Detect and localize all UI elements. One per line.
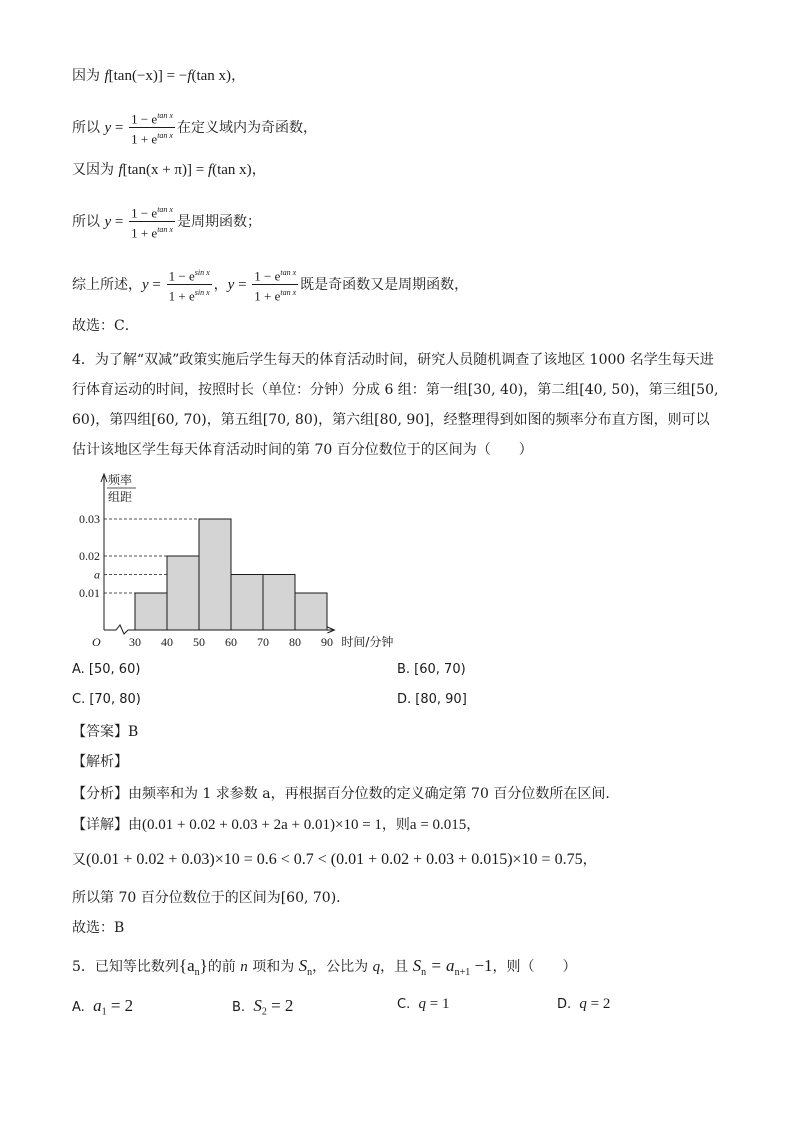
q4-option-a[interactable]: A. [50, 60) — [72, 662, 141, 677]
conclusion: 所以第 70 百分位数位于的区间为[60, 70)． — [72, 890, 351, 906]
histogram-bar — [167, 556, 199, 630]
fraction: $\frac{1 - e^{tan x}}{1 + e^{tan x}}$ — [129, 202, 175, 242]
y-label-bottom: 组距 — [108, 490, 133, 504]
line-2: 所以 y = $\frac{1 - e^{tan x}}{1 + e^{tan x}}$ 在定义域内为奇函数， — [72, 108, 317, 148]
analysis: 【分析】由频率和为 1 求参数 a，再根据百分位数的定义确定第 70 百分位数所在区间. — [72, 786, 610, 802]
histogram-bar — [231, 575, 263, 631]
line-4: 所以 y = $\frac{1 - e^{tan x}}{1 + e^{tan x}}$ 是周期函数； — [72, 202, 261, 242]
histogram-bar — [199, 519, 231, 630]
q5-option-a[interactable]: A. $a_1 = 2$ — [72, 996, 134, 1018]
frequency-histogram — [72, 470, 432, 650]
detail-line: 【详解】由(0.01 + 0.02 + 0.03 + 2a + 0.01)×10 = 1，则a = 0.015， — [72, 817, 481, 833]
x-tick-label: 40 — [161, 635, 173, 649]
x-tick-label: 30 — [129, 635, 141, 649]
line-6-choose: 故选：C． — [72, 318, 139, 334]
q5-option-c[interactable]: C. q = 1 — [397, 996, 450, 1012]
fraction-sin: $\frac{1 - e^{sin x}}{1 + e^{sin x}}$ — [167, 265, 212, 305]
x-tick-label: 90 — [321, 635, 333, 649]
fraction-tan: $\frac{1 - e^{tan x}}{1 + e^{tan x}}$ — [252, 265, 298, 305]
histogram-bar — [263, 575, 295, 631]
x-tick-label: 60 — [225, 635, 237, 649]
q5-option-d[interactable]: D. q = 2 — [557, 996, 611, 1012]
question-4-text: 4．为了解“双减”政策实施后学生每天的体育活动时间，研究人员随机调查了该地区 1000 名学生每天进行体育运动的时间，按照时长（单位：分钟）分成 6 组：第一组[30, 40)，第二组[40, 50)，第三组[50, 60)，第四组[60, 70)，第五组[70, 80)，第六组[80, 90]，经整理得到如图的频率分布直方图，则可以估计该地区学生每天体育活动时间的第 70 百分位数位于的区间为（ ） — [72, 352, 719, 458]
y-tick-label: 0.01 — [79, 586, 100, 600]
line-5: 综上所述，y = $\frac{1 - e^{sin x}}{1 + e^{sin x}}$ ，y = $\frac{1 - e^{tan x}}{1 + e^{tan x}}$ 既是奇函数又是周期函数， — [72, 265, 468, 305]
histogram-bar — [295, 593, 327, 630]
histogram-bar — [135, 593, 167, 630]
y-tick-label: a — [94, 567, 100, 582]
y-tick-label: 0.02 — [79, 549, 100, 563]
x-tick-label: 80 — [289, 635, 301, 649]
fraction: $\frac{1 - e^{tan x}}{1 + e^{tan x}}$ — [129, 108, 175, 148]
q5-option-b[interactable]: B. $S_2 = 2$ — [232, 996, 294, 1018]
q4-option-b[interactable]: B. [60, 70) — [397, 662, 466, 677]
x-tick-label: 50 — [193, 635, 205, 649]
line-1: 因为 f[tan(−x)] = −f(tan x)， — [72, 68, 246, 84]
origin-label: O — [92, 635, 101, 649]
analysis-title: 【解析】 — [72, 754, 128, 770]
x-label: 时间/分钟 — [341, 635, 394, 649]
q4-option-d[interactable]: D. [80, 90] — [397, 692, 467, 707]
q4-option-c[interactable]: C. [70, 80) — [72, 692, 141, 707]
choose-b: 故选：B — [72, 920, 125, 936]
question-5-text: 5．已知等比数列$\{a_n\}$的前 n 项和为 $S_n$，公比为 q，且 $S_n = a_{n+1} -1$，则（ ） — [72, 956, 577, 978]
y-label-top: 频率 — [108, 473, 133, 487]
line-3: 又因为 f[tan(x + π)] = f(tan x)， — [72, 162, 266, 178]
inequality-line: 又(0.01 + 0.02 + 0.03)×10 = 0.6 < 0.7 < (0.01 + 0.02 + 0.03 + 0.015)×10 = 0.75， — [72, 851, 597, 868]
x-tick-label: 70 — [257, 635, 269, 649]
y-tick-label: 0.03 — [79, 512, 100, 526]
answer: 【答案】B — [72, 724, 139, 740]
